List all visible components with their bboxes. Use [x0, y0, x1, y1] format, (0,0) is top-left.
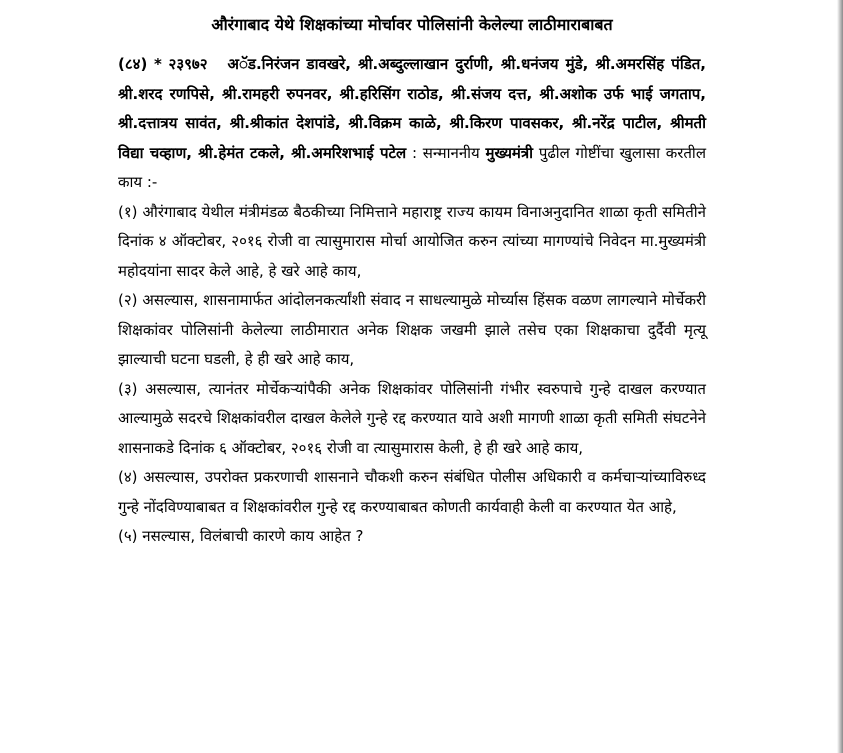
question-item-5: (५) नसल्यास, विलंबाची कारणे काय आहेत ? [118, 527, 364, 545]
question-item-2: (२) असल्यास, शासनामार्फत आंदोलनकर्त्यांशी संवाद न साधल्यामुळे मोर्च्यास हिंसक वळण लागल्याने मोर्चेकरी शिक्षकांवर पोलिसांनी केलेल्या लाठीमारात अनेक शिक्षक जखमी झाले तसेच एका शिक्षकाचा दुर्दैवी मृत्यू झाल्याची घटना घडली, हे ही खरे आहे काय, [118, 291, 706, 368]
intro-suffix: पुढील गोष्टींचा खुलासा करतील काय :- [118, 143, 706, 191]
question-item-4: (४) असल्यास, उपरोक्त प्रकरणाची शासनाने चौकशी करुन संबंधित पोलीस अधिकारी व कर्मचाऱ्यांच्याविरुध्द गुन्हे नोंदविण्याबाबत व शिक्षकांवरील गुन्हे रद्द करण्याबाबत कोणती कार्यवाही केली वा करण्यात येत आहे, [118, 468, 706, 516]
document-title: औरंगाबाद येथे शिक्षकांच्या मोर्चावर पोलिसांनी केलेल्या लाठीमाराबाबत [211, 15, 613, 34]
question-intro [118, 50, 706, 198]
question-number: २३९७२ [168, 55, 208, 73]
question-item-1: (१) औरंगाबाद येथील मंत्रीमंडळ बैठकीच्या निमित्ताने महाराष्ट्र राज्य कायम विनाअनुदानित शाळा कृती समितीने दिनांक ४ ऑक्टोबर, २०१६ रोजी वा त्यासुमारास मोर्चा आयोजित करुन त्यांच्या मागण्यांचे निवेदन मा.मुख्यमंत्री महोदयांना सादर केले आहे, हे खरे आहे काय, [118, 202, 706, 280]
addressee-prefix: : सन्माननीय [411, 143, 480, 162]
question-serial: (८४) [118, 55, 148, 73]
member-names: अॅड.निरंजन डावखरे, श्री.अब्दुल्लाखान दुर्राणी, श्री.धनंजय मुंडे, श्री.अमरसिंह पंडित, श्री.शरद रणपिसे, श्री.रामहरी रुपनवर, श्री.हरिसिंग राठोड, श्री.संजय दत्त, श्री.अशोक उर्फ भाई जगताप, श्री.दत्तात्रय सावंत, श्री.श्रीकांत देशपांडे, श्री.विक्रम काळे, श्री.किरण पावसकर, श्री.नरेंद्र पाटील, श्रीमती विद्या चव्हाण, श्री.हेमंत टकले, श्री.अमरिशभाई पटेल [118, 55, 706, 162]
question-item-3: (३) असल्यास, त्यानंतर मोर्चेकऱ्यांपैकी अनेक शिक्षकांवर पोलिसांनी गंभीर स्वरुपाचे गुन्हे दाखल करण्यात आल्यामुळे सदरचे शिक्षकांवरील दाखल केलेले गुन्हे रद्द करण्यात यावे अशी मागणी शाळा कृती समिती संघटनेने शासनाकडे दिनांक ६ ऑक्टोबर, २०१६ रोजी वा त्यासुमारास केली, हे ही खरे आहे काय, [118, 379, 706, 457]
page-edge-shadow [837, 0, 843, 753]
question-block [118, 50, 706, 552]
star-mark: * [153, 55, 162, 73]
addressee: मुख्यमंत्री [485, 143, 534, 162]
document-page [118, 0, 706, 753]
